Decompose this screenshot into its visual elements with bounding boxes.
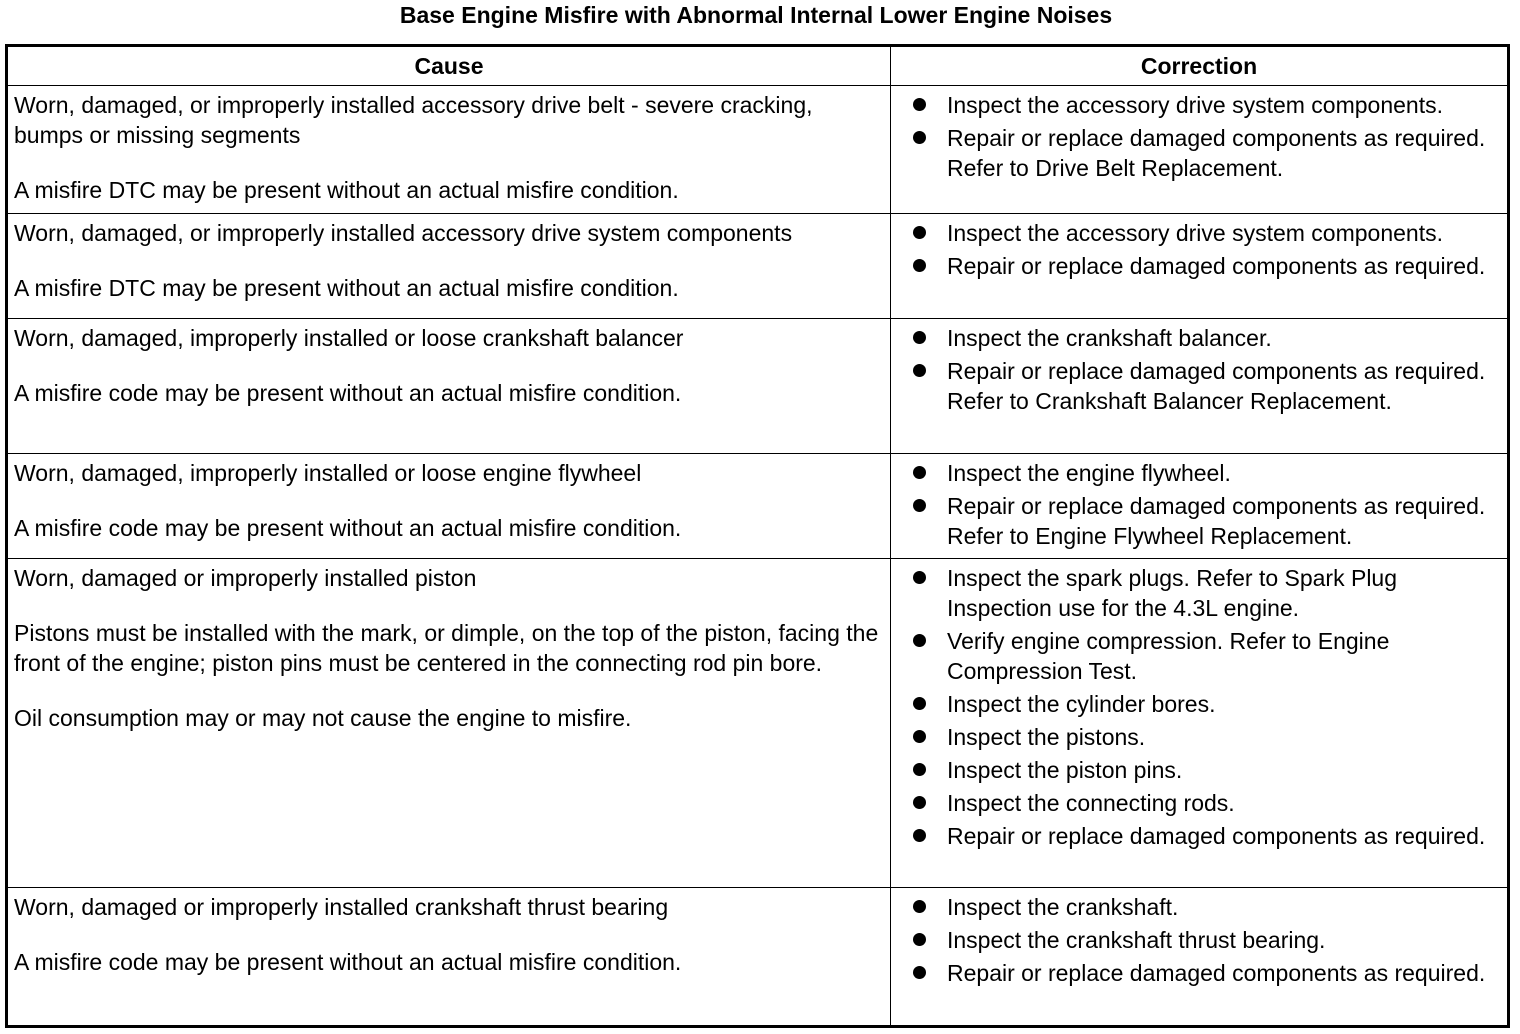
correction-item: Inspect the accessory drive system components. (913, 218, 1501, 248)
cause-note: A misfire code may be present without an actual misfire condition. (14, 949, 682, 975)
correction-column-header: Correction (891, 46, 1509, 86)
cause-cell (7, 319, 891, 454)
cause-note: Oil consumption may or may not cause the engine to misfire. (14, 705, 632, 731)
correction-item: Repair or replace damaged components as required. (913, 251, 1501, 281)
cause-cell (7, 454, 891, 559)
correction-item: Inspect the piston pins. (913, 755, 1501, 785)
cause-note: A misfire DTC may be present without an actual misfire condition. (14, 177, 679, 203)
correction-item: Inspect the cylinder bores. (913, 689, 1501, 719)
cause-note: A misfire DTC may be present without an actual misfire condition. (14, 275, 679, 301)
correction-list (913, 323, 1501, 416)
cause-text: Worn, damaged or improperly installed crankshaft thrust bearing (14, 894, 669, 920)
correction-item: Inspect the crankshaft. (913, 892, 1501, 922)
correction-item: Inspect the spark plugs. Refer to Spark Plug Inspection use for the 4.3L engine. (913, 563, 1501, 623)
correction-cell (891, 559, 1509, 888)
cause-cell (7, 86, 891, 214)
correction-item: Inspect the connecting rods. (913, 788, 1501, 818)
cause-note: A misfire code may be present without an actual misfire condition. (14, 515, 682, 541)
correction-item: Repair or replace damaged components as required. Refer to Drive Belt Replacement. (913, 123, 1501, 183)
correction-list (913, 218, 1501, 281)
cause-text: Worn, damaged or improperly installed piston (14, 565, 477, 591)
correction-item: Inspect the crankshaft thrust bearing. (913, 925, 1501, 955)
correction-item: Inspect the crankshaft balancer. (913, 323, 1501, 353)
table-row (7, 86, 1509, 214)
correction-list (913, 90, 1501, 183)
correction-list (913, 892, 1501, 988)
correction-cell (891, 214, 1509, 319)
cause-text: Worn, damaged, or improperly installed accessory drive belt - severe cracking, bumps or missing segments (14, 92, 813, 148)
table-row (7, 888, 1509, 1027)
correction-cell (891, 319, 1509, 454)
document-title: Base Engine Misfire with Abnormal Internal Lower Engine Noises (399, 2, 1113, 28)
cause-cell (7, 559, 891, 888)
correction-item: Inspect the accessory drive system components. (913, 90, 1501, 120)
correction-item: Repair or replace damaged components as required. Refer to Crankshaft Balancer Replacement. (913, 356, 1501, 416)
correction-cell (891, 454, 1509, 559)
table-row (7, 454, 1509, 559)
correction-item: Inspect the engine flywheel. (913, 458, 1501, 488)
correction-item: Repair or replace damaged components as required. (913, 958, 1501, 988)
table-row (7, 214, 1509, 319)
cause-text: Worn, damaged, or improperly installed accessory drive system components (14, 220, 793, 246)
cause-text: Worn, damaged, improperly installed or loose crankshaft balancer (14, 325, 684, 351)
correction-list (913, 563, 1501, 851)
cause-cell (7, 888, 891, 1027)
correction-item: Repair or replace damaged components as required. Refer to Engine Flywheel Replacement. (913, 491, 1501, 551)
correction-list (913, 458, 1501, 551)
table-row (7, 319, 1509, 454)
correction-item: Verify engine compression. Refer to Engine Compression Test. (913, 626, 1501, 686)
cause-text: Worn, damaged, improperly installed or loose engine flywheel (14, 460, 642, 486)
cause-cell (7, 214, 891, 319)
cause-note: A misfire code may be present without an actual misfire condition. (14, 380, 682, 406)
cause-column-header: Cause (7, 46, 891, 86)
cause-note: Pistons must be installed with the mark, or dimple, on the top of the piston, facing the front of the engine; piston pins must be centered in the connecting rod pin bore. (14, 620, 879, 676)
diagnostic-table (5, 44, 1510, 1028)
header-row (7, 46, 1509, 86)
correction-cell (891, 86, 1509, 214)
correction-item: Repair or replace damaged components as required. (913, 821, 1501, 851)
correction-cell (891, 888, 1509, 1027)
table-row (7, 559, 1509, 888)
correction-item: Inspect the pistons. (913, 722, 1501, 752)
